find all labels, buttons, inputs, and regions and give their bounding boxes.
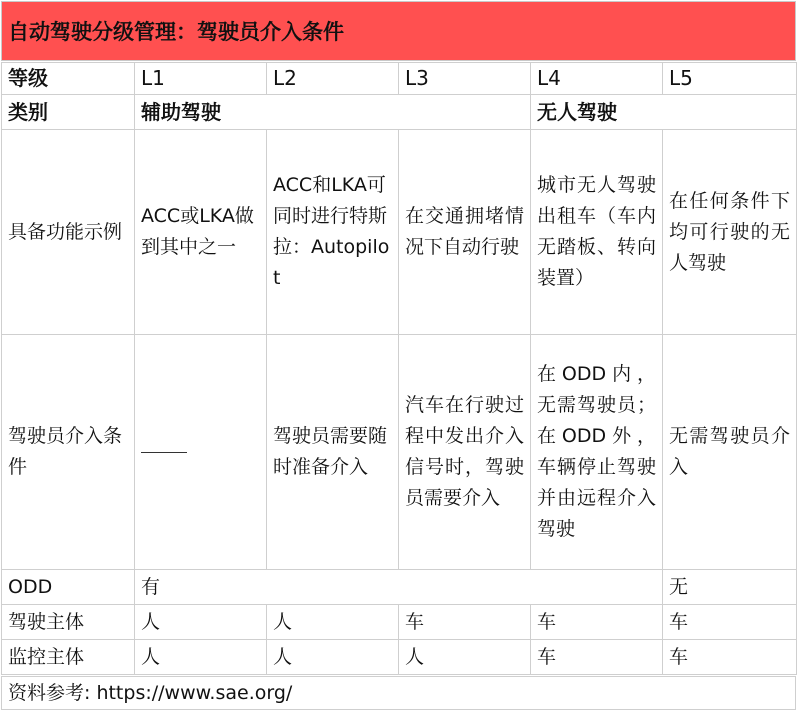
feature-cell: 城市无人驾驶出租车（车内无踏板、转向装置） — [531, 130, 663, 335]
driving-subject-cell: 车 — [399, 605, 531, 640]
feature-cell: 在交通拥堵情况下自动行驶 — [399, 130, 531, 335]
feature-cell: ACC和LKA可同时进行特斯拉：Autopilot — [267, 130, 399, 335]
monitoring-subject-cell: 车 — [663, 640, 797, 675]
levels-label: 等级 — [2, 63, 135, 95]
category-assisted: 辅助驾驶 — [135, 95, 531, 130]
level-cell: L5 — [663, 63, 797, 95]
level-cell: L4 — [531, 63, 663, 95]
intervention-cell: 汽车在行驶过程中发出介入信号时，驾驶员需要介入 — [399, 335, 531, 570]
driving-subject-cell: 车 — [663, 605, 797, 640]
monitoring-subject-cell: 车 — [531, 640, 663, 675]
monitoring-subject-label: 监控主体 — [2, 640, 135, 675]
category-row — [2, 95, 797, 130]
feature-cell: 在任何条件下均可行驶的无人驾驶 — [663, 130, 797, 335]
intervention-cell — [135, 335, 267, 570]
levels-row — [2, 63, 797, 95]
features-row — [2, 130, 797, 335]
intervention-cell: 驾驶员需要随时准备介入 — [267, 335, 399, 570]
monitoring-subject-cell: 人 — [399, 640, 531, 675]
odd-row — [2, 570, 797, 605]
odd-yes: 有 — [135, 570, 663, 605]
category-label: 类别 — [2, 95, 135, 130]
intervention-label: 驾驶员介入条件 — [2, 335, 135, 570]
feature-cell: ACC或LKA做到其中之一 — [135, 130, 267, 335]
monitoring-subject-cell: 人 — [267, 640, 399, 675]
monitoring-subject-row — [2, 640, 797, 675]
driving-subject-cell: 人 — [267, 605, 399, 640]
intervention-cell: 无需驾驶员介入 — [663, 335, 797, 570]
level-cell: L2 — [267, 63, 399, 95]
odd-label: ODD — [2, 570, 135, 605]
features-label: 具备功能示例 — [2, 130, 135, 335]
intervention-row — [2, 335, 797, 570]
driving-subject-cell: 人 — [135, 605, 267, 640]
driving-subject-label: 驾驶主体 — [2, 605, 135, 640]
intervention-cell: 在ODD内，无需驾驶员；在ODD外，车辆停止驾驶并由远程介入驾驶 — [531, 335, 663, 570]
page-title: 自动驾驶分级管理：驾驶员介入条件 — [1, 1, 796, 61]
odd-no: 无 — [663, 570, 797, 605]
dash-mark — [141, 452, 187, 453]
level-cell: L1 — [135, 63, 267, 95]
source-note: 资料参考: https://www.sae.org/ — [1, 676, 796, 710]
level-cell: L3 — [399, 63, 531, 95]
driving-subject-cell: 车 — [531, 605, 663, 640]
autonomy-levels-table — [1, 62, 797, 675]
driving-subject-row — [2, 605, 797, 640]
monitoring-subject-cell: 人 — [135, 640, 267, 675]
category-unmanned: 无人驾驶 — [531, 95, 797, 130]
